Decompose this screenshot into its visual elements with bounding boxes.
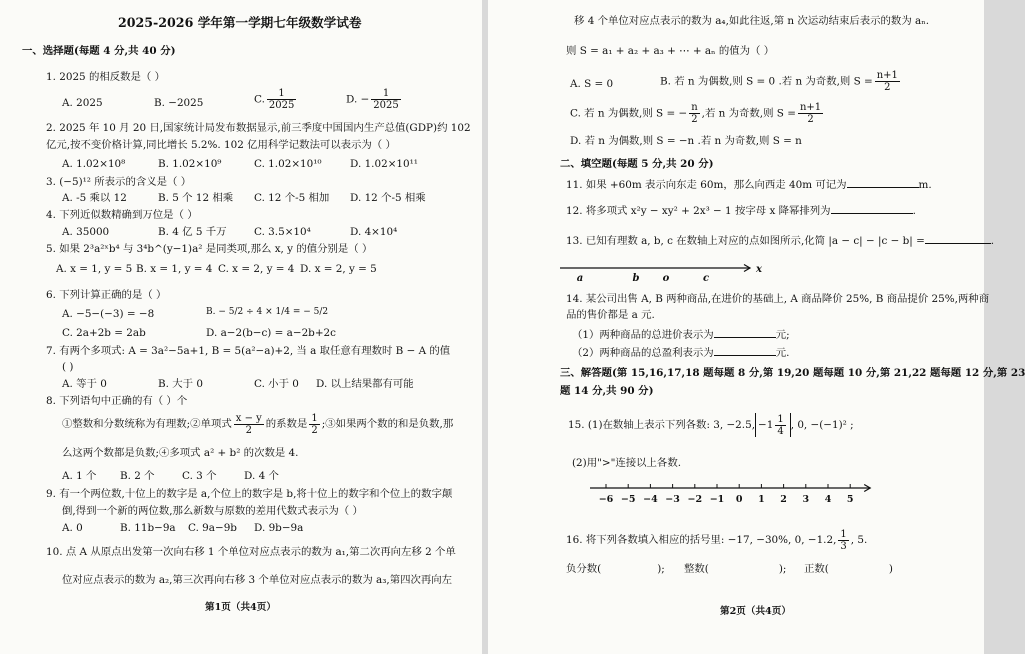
q13-stem: 13. 已知有理数 a, b, c 在数轴上对应的点如图所示,化简 |a − c| − |c − b| =	[566, 235, 925, 247]
q10-c-denominator2: 2	[807, 114, 814, 125]
q15-part2: (2)用">"连接以上各数.	[572, 457, 682, 469]
q6-option-c: C. 2a+2b = 2ab	[62, 327, 146, 339]
q15-tick-label: 1	[758, 494, 765, 505]
q15-tick-label: −6	[598, 494, 614, 505]
q1-option-a: A. 2025	[62, 97, 103, 109]
q9-line1: 9. 有一个两位数,十位上的数字是 a,个位上的数字是 b,将十位上的数字和个位上的数字颠	[46, 488, 453, 500]
q1-option-d-label: D. −	[346, 93, 370, 106]
q12-stem: 12. 将多项式 x²y − xy² + 2x³ − 1 按字母 x 降幂排列为	[566, 205, 831, 217]
q16-integer-label: 整数(	[684, 563, 709, 575]
q10-b-numerator: n+1	[876, 70, 898, 81]
q10-line4: 则 S = a₁ + a₂ + a₃ + ⋯ + aₙ 的值为（ ）	[566, 45, 775, 57]
q15-abs-numerator: 1	[777, 413, 784, 425]
q10-option-b-text: B. 若 n 为偶数,则 S = 0 .若 n 为奇数,则 S =	[660, 75, 873, 88]
q15-number-line	[488, 0, 984, 654]
q9-option-a: A. 0	[62, 522, 83, 534]
q16-integers	[684, 562, 786, 576]
q15-tick-label: −2	[687, 494, 703, 505]
q14-sub2-stem: （2）两种商品的总盈利表示为	[572, 347, 714, 359]
q12-text: 12. 将多项式 x²y − xy² + 2x³ − 1 按字母 x 降幂排列为 .	[566, 205, 916, 217]
q4-option-d: D. 4×10⁴	[350, 226, 398, 238]
q1-c-denominator: 2025	[268, 100, 295, 111]
q4-stem: 4. 下列近似数精确到万位是（ ）	[46, 209, 198, 221]
q9-line2: 倒,得到一个新的两位数,那么新数与原数的差用代数式表示为（ ）	[62, 505, 363, 517]
q8-statement-line1	[62, 412, 453, 436]
q13-point-label-b: b	[632, 273, 640, 284]
q10-option-c-text2: ,若 n 为奇数,则 S =	[701, 107, 796, 120]
page1-footer: 第1页（共4页）	[205, 602, 276, 613]
q10-line3: 移 4 个单位对应点表示的数为 a₄,如此往返,第 n 次运动结束后表示的数为 aₙ.	[574, 15, 930, 27]
q5-option-b: B. x = 1, y = 4	[136, 263, 213, 275]
q8-statement-part3: ;③如果两个数的和是负数,那	[321, 418, 454, 430]
q7-option-d: D. 以上结果都有可能	[316, 378, 414, 390]
q1-option-d	[346, 88, 403, 111]
section-solve-heading-line2: 题 14 分,共 90 分)	[560, 385, 654, 397]
q15-tick-label: −3	[665, 494, 680, 505]
q10-line2: 位对应点表示的数为 a₂,第三次再向右移 3 个单位对应点表示的数为 a₃,第四次再向左	[62, 574, 453, 586]
q15-tick-label: −1	[709, 494, 725, 505]
q15-tick-label: −5	[620, 494, 636, 505]
q14-line1: 14. 某公司出售 A, B 两种商品,在进价的基础上, A 商品降价 25%, B 商品提价 25%,两种商	[566, 293, 990, 305]
q15-tick-label: −4	[643, 494, 658, 505]
q13-point-label-o: o	[662, 273, 670, 284]
q16-positive-label: 正数(	[804, 563, 829, 575]
q1-c-numerator: 1	[267, 88, 296, 100]
q8-monomial-numerator: x − y	[235, 412, 262, 424]
q7-option-a: A. 等于 0	[62, 378, 107, 390]
q15-abs-denominator: 4	[777, 425, 784, 437]
q16-text	[566, 528, 867, 552]
q16-stem: 16. 将下列各数填入相应的括号里: −17, −30%, 0, −1.2,	[566, 534, 837, 546]
q6-option-b: B. − 5/2 ÷ 4 × 1/4 = − 5/2	[206, 307, 329, 317]
q6-option-d: D. a−2(b−c) = a−2b+2c	[206, 327, 336, 339]
q8-statement-line2: 么这两个数都是负数;④多项式 a² + b² 的次数是 4.	[62, 447, 299, 459]
q1-d-numerator: 1	[371, 88, 400, 100]
q1-stem: 1. 2025 的相反数是（ ）	[46, 71, 165, 83]
q10-b-denominator: 2	[884, 82, 891, 93]
q15-tick-label: 5	[846, 494, 854, 505]
q16-integer-close: );	[778, 563, 787, 575]
q2-option-b: B. 1.02×10⁹	[158, 158, 222, 170]
q10-option-a: A. S = 0	[570, 78, 614, 90]
q16-negative-fractions	[566, 562, 665, 576]
section-solve-heading-line1: 三、解答题(第 15,16,17,18 题每题 8 分,第 19,20 题每题 10 分,第 21,22 题每题 12 分,第 23	[560, 367, 1025, 379]
q13-point-label-a: a	[576, 273, 584, 284]
q3-option-d: D. 12 个-5 相乘	[350, 192, 426, 204]
q10-line1: 10. 点 A 从原点出发第一次向右移 1 个单位对应点表示的数为 a₁,第二次再向左移 2 个单	[46, 546, 456, 558]
q8-statement-part1: ①整数和分数统称为有理数;②单项式	[62, 418, 232, 430]
q8-monomial-denominator: 2	[245, 424, 252, 436]
q3-stem: 3. (−5)¹² 所表示的含义是（ ）	[46, 176, 192, 188]
q10-c-numerator2: n+1	[799, 102, 822, 113]
q2-option-a: A. 1.02×10⁸	[62, 158, 126, 170]
q6-option-a: A. −5−(−3) = −8	[62, 308, 155, 320]
q4-option-b: B. 4 亿 5 千万	[158, 226, 227, 238]
q15-tick-label: 2	[780, 494, 787, 505]
q13-axis-name: x	[756, 264, 762, 275]
q14-sub1-unit: 元;	[775, 329, 790, 341]
page2-footer: 第2页（共4页）	[720, 606, 791, 617]
q14-line2: 品的售价都是 a 元.	[566, 309, 655, 321]
q1-option-c-label: C.	[254, 93, 265, 106]
q1-option-c	[254, 88, 298, 111]
q16-fraction-denominator: 3	[840, 540, 847, 552]
q6-stem: 6. 下列计算正确的是（ ）	[46, 289, 167, 301]
q8-coefficient-denominator: 2	[311, 424, 318, 436]
q16-positives	[804, 562, 893, 576]
q16-stem-end: , 5.	[850, 534, 868, 546]
q7-option-c: C. 小于 0	[254, 378, 299, 390]
q9-option-d: D. 9b−9a	[254, 522, 304, 534]
q10-c-numerator1: n	[691, 102, 698, 113]
q7-option-b: B. 大于 0	[158, 378, 203, 390]
q5-stem: 5. 如果 2³a²ˣb⁴ 与 3⁴b^(y−1)a² 是同类项,那么 x, y 的值分别是（ ）	[46, 243, 373, 255]
q1-option-b: B. −2025	[154, 97, 204, 109]
q8-option-d: D. 4 个	[244, 470, 279, 482]
q5-option-c: C. x = 2, y = 4	[218, 263, 295, 275]
q13-text: 13. 已知有理数 a, b, c 在数轴上对应的点如图所示,化简 |a − c| − |c − b| = .	[566, 235, 995, 247]
q15-tick-label: 4	[824, 494, 832, 505]
q16-fraction-numerator: 1	[840, 528, 847, 540]
q15-abs-whole: −1	[758, 419, 774, 431]
q14-sub2-unit: 元.	[775, 347, 790, 359]
q2-line2: 亿元,按不变价格计算,同比增长 5.2%. 102 亿用科学记数法可以表示为（ ）	[46, 139, 396, 151]
q13-point-label-c: c	[702, 273, 710, 284]
q2-line1: 2. 2025 年 10 月 20 日,国家统计局发布数据显示,前三季度中国国内生产总值(GDP)约 102	[46, 122, 471, 134]
q8-option-b: B. 2 个	[120, 470, 155, 482]
q8-statement-part2: 的系数是	[265, 418, 308, 430]
section-choice-heading: 一、选择题(每题 4 分,共 40 分)	[22, 45, 176, 57]
q7-stem: 7. 有两个多项式: A = 3a²−5a+1, B = 5(a²−a)+2, 当 a 取任意有理数时 B − A 的值	[46, 345, 451, 357]
exam-page-1	[0, 0, 482, 654]
q3-option-b: B. 5 个 12 相乘	[158, 192, 234, 204]
section-fill-heading: 二、填空题(每题 5 分,共 20 分)	[560, 158, 714, 170]
q11-stem: 11. 如果 +60m 表示向东走 60m，那么向西走 40m 可记为	[566, 179, 847, 191]
q10-option-d: D. 若 n 为偶数,则 S = −n .若 n 为奇数,则 S = n	[570, 135, 802, 147]
q16-negative-label: 负分数(	[566, 563, 602, 575]
q3-option-c: C. 12 个-5 相加	[254, 192, 330, 204]
q8-option-a: A. 1 个	[62, 470, 97, 482]
q2-option-c: C. 1.02×10¹⁰	[254, 158, 322, 170]
q4-option-c: C. 3.5×10⁴	[254, 226, 311, 238]
q9-option-c: C. 9a−9b	[188, 522, 237, 534]
q1-d-denominator: 2025	[373, 100, 399, 111]
q9-option-b: B. 11b−9a	[120, 522, 176, 534]
q8-coefficient-numerator: 1	[311, 412, 318, 424]
q15-tick-label: 3	[802, 494, 810, 505]
q4-option-a: A. 35000	[62, 226, 110, 238]
q15-tick-label: 0	[735, 494, 743, 505]
q10-option-c-text1: C. 若 n 为偶数,则 S = −	[570, 107, 688, 120]
q16-negative-close: );	[657, 563, 665, 575]
q5-option-a: A. x = 1, y = 5	[56, 263, 133, 275]
q15-part1-rest: , 0, −(−1)² ;	[790, 419, 854, 431]
q16-positive-close: )	[888, 563, 893, 575]
q8-option-c: C. 3 个	[182, 470, 217, 482]
q2-option-d: D. 1.02×10¹¹	[350, 158, 418, 170]
q14-sub1-stem: （1）两种商品的总进价表示为	[572, 329, 714, 341]
q8-stem: 8. 下列语句中正确的有（ ）个	[46, 395, 188, 407]
exam-page-2	[488, 0, 1025, 654]
q3-option-a: A. -5 乘以 12	[62, 192, 127, 204]
q11-unit: m.	[918, 179, 932, 191]
q10-c-denominator1: 2	[691, 114, 698, 125]
q7-answer-paren: ( )	[62, 361, 74, 373]
exam-title: 2025-2026 学年第一学期七年级数学试卷	[118, 15, 362, 30]
q15-part1-stem: 15. (1)在数轴上表示下列各数: 3, −2.5,	[568, 419, 756, 431]
q5-option-d: D. x = 2, y = 5	[300, 263, 377, 275]
